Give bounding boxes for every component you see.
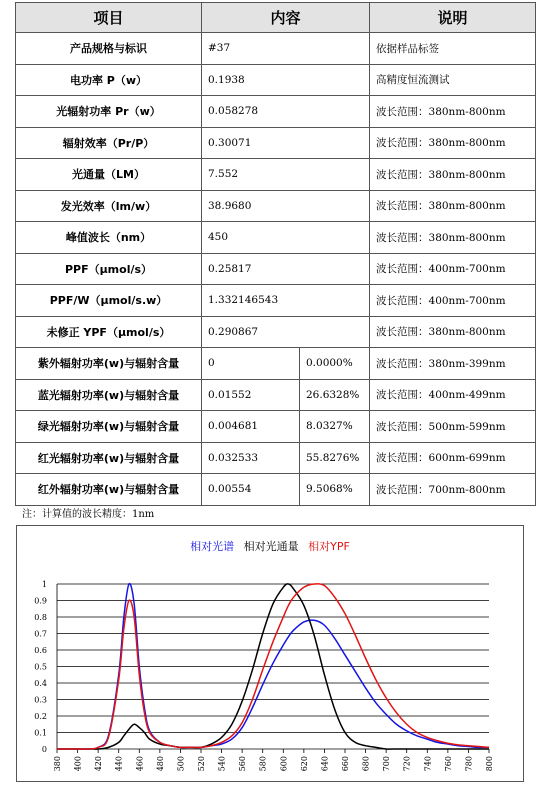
row-value: 0.290867 (202, 316, 370, 348)
x-tick-label: 500 (176, 756, 186, 772)
row-description: 波长范围：400nm-499nm (370, 379, 536, 411)
row-description: 波长范围：380nm-800nm (370, 159, 536, 191)
x-tick-label: 760 (443, 756, 453, 772)
table-row (16, 379, 536, 411)
row-description: 波长范围：380nm-800nm (370, 96, 536, 128)
y-tick-label: 0.6 (34, 646, 47, 655)
row-value: 1.332146543 (202, 285, 370, 317)
x-tick-label: 420 (94, 756, 104, 772)
x-tick-label: 720 (402, 756, 412, 772)
row-value: 38.9680 (202, 190, 370, 222)
row-item: 蓝光辐射功率(w)与辐射含量 (16, 379, 202, 411)
row-value: 7.552 (202, 159, 370, 191)
row-item: 红光辐射功率(w)与辐射含量 (16, 442, 202, 474)
row-ratio: 26.6328% (300, 379, 370, 411)
row-item: 产品规格与标识 (16, 33, 202, 65)
header-description: 说明 (370, 3, 536, 33)
row-description: 波长范围：380nm-800nm (370, 222, 536, 254)
x-tick-label: 600 (279, 756, 289, 772)
row-item: 发光效率（lm/w） (16, 190, 202, 222)
row-description: 波长范围：400nm-700nm (370, 253, 536, 285)
table-row (16, 316, 536, 348)
row-item: PPF/W（μmol/s.w） (16, 285, 202, 317)
row-item: PPF（μmol/s） (16, 253, 202, 285)
table-row (16, 348, 536, 380)
precision-note: 注：计算值的波长精度：1nm (22, 509, 155, 520)
row-value: 450 (202, 222, 370, 254)
x-tick-label: 680 (361, 756, 371, 772)
row-item: 电功率 P（w） (16, 64, 202, 96)
y-tick-label: 0.7 (34, 629, 47, 639)
x-tick-label: 440 (114, 756, 124, 772)
row-value: 0.004681 (202, 411, 300, 443)
y-tick-label: 0.4 (34, 679, 47, 688)
spectrum-chart (16, 525, 524, 782)
row-description: 波长范围：400nm-700nm (370, 285, 536, 317)
legend-ypf: 相对YPF (308, 540, 350, 553)
table-row (16, 64, 536, 96)
row-value: 0.01552 (202, 379, 300, 411)
row-value: 0.1938 (202, 64, 370, 96)
table-row (16, 442, 536, 474)
row-ratio: 9.5068% (300, 474, 370, 506)
row-description: 依据样品标签 (370, 33, 536, 65)
row-ratio: 8.0327% (300, 411, 370, 443)
x-tick-label: 740 (423, 756, 433, 772)
x-tick-label: 480 (155, 756, 165, 772)
row-ratio: 0.0000% (300, 348, 370, 380)
row-item: 峰值波长（nm） (16, 222, 202, 254)
row-ratio: 55.8276% (300, 442, 370, 474)
row-value: 0.058278 (202, 96, 370, 128)
table-row (16, 190, 536, 222)
row-value: #37 (202, 33, 370, 65)
row-value: 0 (202, 348, 300, 380)
row-item: 光辐射功率 Pr（w） (16, 96, 202, 128)
table-row (16, 96, 536, 128)
x-tick-label: 640 (320, 756, 330, 772)
spec-table (15, 2, 536, 506)
header-content: 内容 (202, 3, 370, 33)
y-tick-label: 0.9 (34, 596, 47, 606)
row-value: 0.00554 (202, 474, 300, 506)
row-description: 波长范围：500nm-599nm (370, 411, 536, 443)
y-tick-label: 0.5 (34, 662, 47, 672)
table-row (16, 127, 536, 159)
table-row (16, 253, 536, 285)
x-tick-label: 560 (238, 756, 248, 772)
row-item: 紫外辐射功率(w)与辐射含量 (16, 348, 202, 380)
row-item: 光通量（LM） (16, 159, 202, 191)
table-row (16, 33, 536, 65)
row-description: 波长范围：380nm-800nm (370, 190, 536, 222)
table-row (16, 285, 536, 317)
x-tick-label: 520 (197, 756, 206, 772)
y-tick-label: 0.1 (34, 728, 47, 738)
row-item: 绿光辐射功率(w)与辐射含量 (16, 411, 202, 443)
y-tick-label: 0.3 (34, 695, 47, 705)
row-description: 波长范围：380nm-800nm (370, 316, 536, 348)
y-tick-label: 0.2 (34, 712, 47, 721)
x-tick-label: 780 (464, 756, 474, 772)
table-row (16, 411, 536, 443)
table-row (16, 222, 536, 254)
row-description: 波长范围：600nm-699nm (370, 442, 536, 474)
x-tick-label: 580 (258, 756, 268, 772)
row-value: 0.30071 (202, 127, 370, 159)
chart-plot (17, 526, 523, 781)
x-tick-label: 540 (217, 756, 227, 772)
x-tick-label: 620 (299, 756, 309, 772)
legend-spectrum: 相对光谱 (190, 540, 235, 553)
x-tick-label: 700 (382, 756, 392, 772)
legend-luminous-flux: 相对光通量 (243, 540, 299, 553)
x-tick-label: 800 (485, 756, 494, 772)
row-description: 波长范围：700nm-800nm (370, 474, 536, 506)
x-tick-label: 660 (341, 756, 350, 772)
row-value: 0.25817 (202, 253, 370, 285)
row-item: 红外辐射功率(w)与辐射含量 (16, 474, 202, 506)
y-tick-label: 0.8 (34, 613, 47, 622)
row-description: 高精度恒流测试 (370, 64, 536, 96)
row-description: 波长范围：380nm-399nm (370, 348, 536, 380)
row-item: 未修正 YPF（μmol/s） (16, 316, 202, 348)
x-tick-label: 460 (135, 756, 145, 772)
y-tick-label: 1 (41, 580, 47, 589)
row-description: 波长范围：380nm-800nm (370, 127, 536, 159)
row-item: 辐射效率（Pr/P） (16, 127, 202, 159)
x-tick-label: 380 (53, 756, 62, 772)
y-tick-label: 0 (41, 745, 47, 754)
table-row (16, 159, 536, 191)
table-header-row (16, 3, 536, 33)
table-row (16, 474, 536, 506)
x-tick-label: 400 (73, 756, 83, 772)
row-value: 0.032533 (202, 442, 300, 474)
header-item: 项目 (16, 3, 202, 33)
